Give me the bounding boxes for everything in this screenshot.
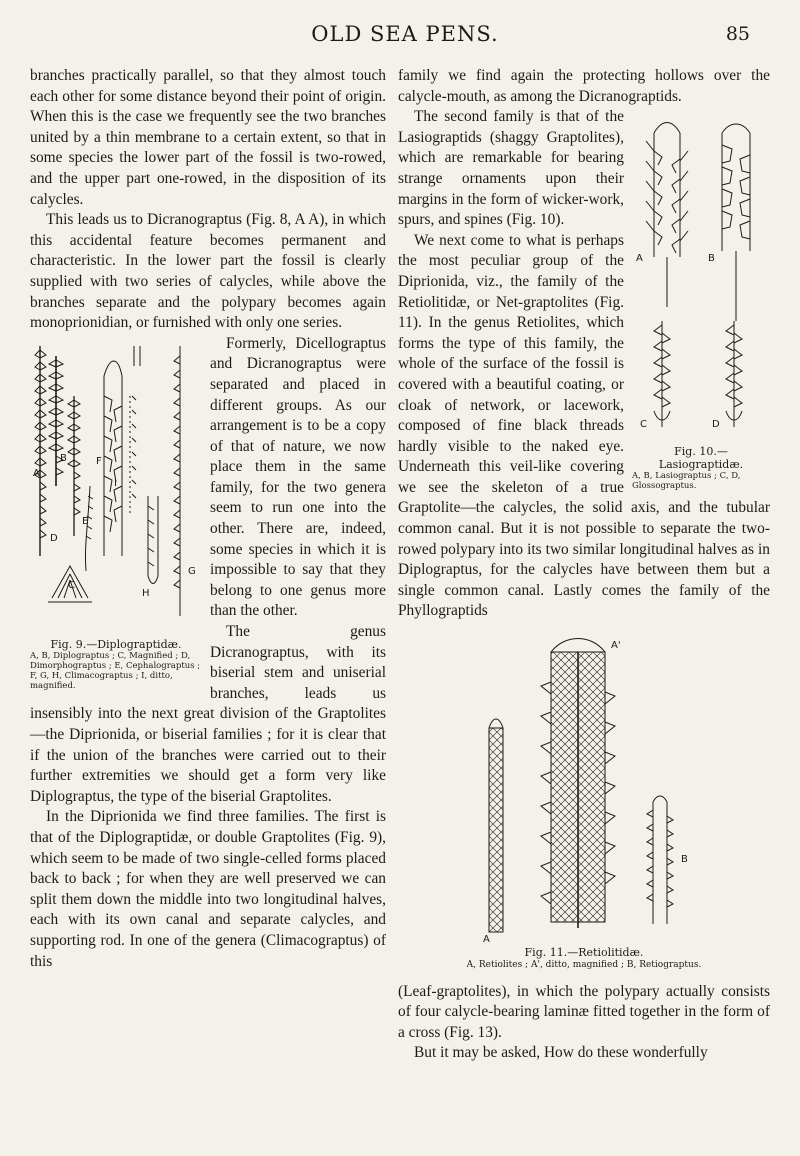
fig10-subcaption: A, B, Lasiograptus ; C, D, Glossograptus.: [632, 471, 741, 492]
paragraph: The second family is that of the Lasiograptids (shaggy Graptolites), which are remarkable for bearing strange ornaments upon their margins in the form of wicker-work, spurs, and spines (Fig. 10).: [398, 108, 624, 229]
fig10-caption: Fig. 10.—Lasiograptidæ.: [658, 445, 744, 471]
fig11-subcaption: A, Retiolites ; A', ditto, magnified ; B, Retiograptus.: [466, 959, 702, 970]
fig9-label-a: A: [33, 467, 40, 479]
paragraph: Formerly, Dicellograptus and Dicranograptus were separated and placed in different groups. As our arrangement is to be a copy of that of nature, we now place them in the same family, for the two genera seem to run one into the other. There are, indeed, some species in which it is impossible to say that they belong to one genus more than the other.: [210, 334, 386, 620]
running-header: [60, 22, 750, 56]
paragraph: The genus Dicranograptus, with its biserial stem and uniserial branches, leads us insensibly into the next great division of the Graptolites—the Diprionida, or biserial families ; for it is clear that if the union of the branches were carried out to their further extremities we should get a form very like Diplograptus, the type of the biserial Graptolites.: [30, 623, 386, 805]
paragraph: We next come to what is perhaps the most peculiar group of the Diprionida, viz., the family of the Retiolitidæ, or Net-graptolites (Fig. 11). In the genus Retiolites, which forms the type of this family, the whole of the surface of the fossil is covered with a beautiful coating, or cloak of network, or lacework, composed of fine black threads hardly visible to the naked eye. Underneath this veil-like covering we see the skeleton of a true Graptolite—the calycles, the solid axis, and the tubular common canal. But it is not possible to separate the two-rowed polypary into its two similar longitudinal halves as in Diplograptus, for the calycles have between them but a single common canal. Lastly comes the family of the Phyllograptids: [398, 231, 770, 620]
fig9-label-d: D: [50, 532, 58, 544]
paragraph: But it may be asked, How do these wonderfully: [414, 1044, 708, 1062]
fig11-label-a: A: [483, 934, 490, 945]
lasiograptidae-illustration: [632, 111, 770, 443]
paragraph: In the Diprionida we find three families. The first is that of the Diplograptidæ, or double Graptolites (Fig. 9), which seem to be made of two single-celled forms placed back to back ; for when they are well preserved we can split them down the middle into two longitudinal halves, each with its own canal and separate calycles, and supporting rod. In one of the genera (Climacograptus) of this: [30, 808, 386, 970]
fig9-label-f: F: [96, 455, 102, 467]
figure-10-lasiograptidae: [632, 111, 770, 491]
fig10-label-d: D: [712, 419, 720, 431]
fig9-label-c: C: [68, 579, 75, 591]
page-title: OLD SEA PENS.: [311, 22, 499, 46]
right-column: [398, 66, 770, 1064]
figure-9-diplograptidae: [30, 336, 202, 692]
retiolitidae-illustration: [469, 632, 699, 944]
fig9-label-g: G: [188, 565, 196, 577]
figure-11-retiolitidae: [398, 632, 770, 970]
fig9-label-b: B: [60, 452, 67, 464]
diplograptidae-illustration: [30, 336, 202, 636]
fig11-label-b: B: [681, 854, 688, 866]
fig9-caption: Fig. 9.—Diplograptidæ.: [50, 637, 182, 651]
fig11-label-a-prime: A': [611, 640, 621, 652]
fig11-caption: Fig. 11.—Retiolitidæ.: [524, 946, 644, 960]
fig9-label-i: I: [114, 477, 117, 489]
fig10-label-a: A: [636, 253, 643, 265]
fig9-label-e: E: [82, 515, 89, 527]
paragraph: This leads us to Dicranograptus (Fig. 8, A A), in which this accidental feature becomes permanent and characteristic. In the lower part the fossil is clearly supplied with two series of calycles, while above the branches separate and the polypary becomes again monoprionidian, or furnished with only one series.: [30, 211, 386, 332]
paragraph: branches practically parallel, so that they almost touch each other for some distance beyond their point of origin. When this is the case we frequently see the two branches united by a thin membrane to a certain extent, so that in some species the lower part of the fossil is two-rowed, and the upper part one-rowed, in the disposition of its calycles.: [30, 67, 386, 208]
fig10-label-b: B: [708, 253, 715, 265]
page-number: 85: [725, 23, 750, 45]
fig10-label-c: C: [640, 419, 647, 431]
fig9-label-h: H: [142, 587, 150, 599]
paragraph: family we find again the protecting hollows over the calycle-mouth, as among the Dicranograptids.: [398, 67, 770, 105]
fig9-subcaption: A, B, Diplograptus ; C, Magnified ; D, Dimorphograptus ; E, Cephalograptus ; F, G, H, Climacograptus ; I, ditto, magnified.: [30, 651, 201, 692]
paragraph: (Leaf-graptolites), in which the polypary actually consists of four calycle-bearing laminæ fitted together in the form of a cross (Fig. 13).: [398, 982, 770, 1041]
left-column: [30, 66, 386, 972]
